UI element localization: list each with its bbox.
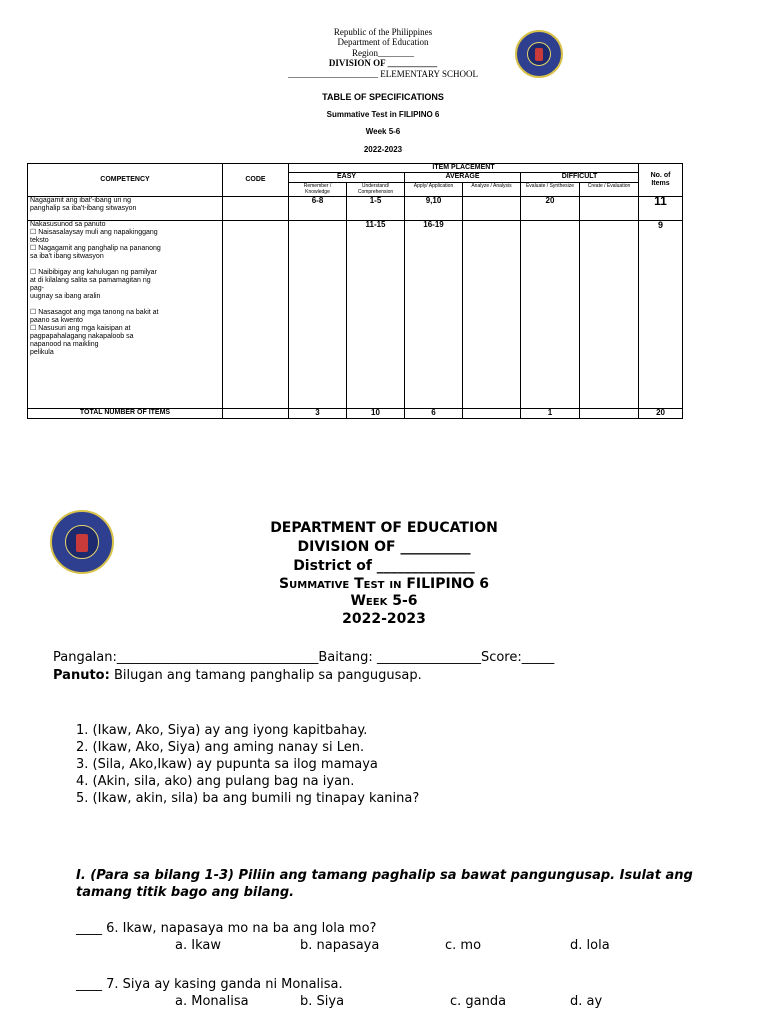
items-count-cell: 11 (639, 197, 683, 221)
choice-a: a. Ikaw (175, 938, 221, 953)
division-heading: DIVISION OF __________ (297, 539, 471, 555)
placement-cell (463, 197, 521, 221)
panuto-line (53, 667, 713, 684)
placement-cell: 11-15 (347, 221, 405, 409)
tos-title: TABLE OF SPECIFICATIONS (322, 92, 444, 102)
sub-analyze: Analyze / Analysis (463, 183, 521, 197)
choice-d: d. ay (570, 994, 603, 1009)
republic-line: Republic of the Philippines (333, 27, 433, 37)
placement-cell (521, 221, 580, 409)
section-instruction: I. (Para sa bilang 1-3) Piliin ang tamang paghalip sa bawat pangungusap. Isulat ang tamang titik bago ang bilang. (76, 868, 693, 900)
placement-cell (580, 221, 639, 409)
choice-b: b. napasaya (300, 938, 380, 953)
specification-table (27, 163, 683, 419)
choice-b: b. Siya (300, 994, 345, 1009)
sub-understand: Understand/ Comprehension (347, 183, 405, 197)
list-item: 2. (Ikaw, Ako, Siya) ang aming nanay si Len. (76, 740, 365, 755)
total-label: TOTAL NUMBER OF ITEMS (28, 409, 223, 419)
difficult-header: DIFFICULT (521, 173, 639, 183)
test-title: Summative Test in FILIPINO 6 (326, 110, 440, 119)
table-row (28, 221, 683, 409)
sub-create: Create / Evaluation (580, 183, 639, 197)
total-cell: 10 (347, 409, 405, 419)
grand-total-cell: 20 (639, 409, 683, 419)
test-heading: Summative Test in FILIPINO 6 (279, 576, 489, 592)
question-6: ____ 6. Ikaw, napasaya mo na ba ang lola mo? (76, 921, 377, 936)
week-title: Week 5-6 (365, 127, 401, 136)
district-heading: District of ______________ (293, 558, 475, 574)
choice-c: c. ganda (450, 994, 507, 1009)
no-items-header: No. of Items (639, 164, 683, 197)
competency-cell: Nakasusunod sa panuto ☐ Naisasalaysay muli ang napakinggang teksto ☐ Nagagamit ang panghalip na pananong sa iba't ibang sitwasyon ☐ Naibibigay ang kahulugan ng pamilyar at di kilalang salita sa pamamagitan ng pag- uugnay sa ibang aralin ☐ Nasasagot ang mga tanong na bakit at paano sa kwento ☐ Nasusuri ang mga kaisipan at pagpapahalagang nakapaloob sa napanood na maikling pelikula (30, 221, 161, 356)
deped-seal-icon (50, 510, 114, 574)
item-placement-header: ITEM PLACEMENT (289, 164, 639, 173)
question-7: ____ 7. Siya ay kasing ganda ni Monalisa. (76, 977, 343, 992)
total-cell: 1 (521, 409, 580, 419)
year-title: 2022-2023 (363, 145, 403, 154)
name-line: Pangalan:_______________________________Baitang: ________________Score:_____ (53, 650, 555, 665)
table-row (28, 197, 683, 221)
sub-evaluate: Evaluate / Synthesize (521, 183, 580, 197)
dept-heading: DEPARTMENT OF EDUCATION (270, 520, 498, 536)
panuto-text: Bilugan ang tamang panghalip sa pangugusap. (109, 668, 422, 683)
placement-cell (463, 221, 521, 409)
year-heading: 2022-2023 (342, 611, 426, 627)
code-header: CODE (223, 164, 289, 197)
total-row (28, 409, 683, 419)
list-item: 5. (Ikaw, akin, sila) ba ang bumili ng tinapay kanina? (76, 791, 420, 806)
region-line: Region________ (352, 48, 414, 58)
choice-c: c. mo (445, 938, 482, 953)
panuto-label: Panuto: (53, 668, 110, 683)
choice-a: a. Monalisa (175, 994, 249, 1009)
competency-cell: Nagagamit ang ibat'-ibang uri ng panghalip sa iba't-ibang sitwasyon (30, 197, 137, 212)
total-cell: 3 (289, 409, 347, 419)
placement-cell (289, 221, 347, 409)
placement-cell: 1-5 (347, 197, 405, 221)
code-cell (223, 197, 289, 221)
competency-header: COMPETENCY (28, 164, 223, 197)
total-cell (580, 409, 639, 419)
placement-cell: 16-19 (405, 221, 463, 409)
list-item: 3. (Sila, Ako,Ikaw) ay pupunta sa ilog mamaya (76, 757, 378, 772)
choice-d: d. lola (570, 938, 610, 953)
average-header: AVERAGE (405, 173, 521, 183)
easy-header: EASY (289, 173, 405, 183)
total-cell (463, 409, 521, 419)
items-count-cell: 9 (639, 221, 683, 409)
code-cell (223, 221, 289, 409)
placement-cell: 20 (521, 197, 580, 221)
sub-apply: Apply/ Application (405, 183, 463, 197)
sub-remember: Remember / Knowledge (289, 183, 347, 197)
deped-seal-icon (515, 30, 563, 78)
total-cell: 6 (405, 409, 463, 419)
school-line: ____________________ ELEMENTARY SCHOOL (288, 69, 478, 79)
deped-line: Department of Education (337, 37, 429, 47)
placement-cell (580, 197, 639, 221)
week-heading: Week 5-6 (350, 593, 418, 609)
placement-cell: 9,10 (405, 197, 463, 221)
list-item: 4. (Akin, sila, ako) ang pulang bag na iyan. (76, 774, 355, 789)
division-line: DIVISION OF ___________ (328, 58, 438, 68)
placement-cell: 6-8 (289, 197, 347, 221)
list-item: 1. (Ikaw, Ako, Siya) ay ang iyong kapitbahay. (76, 723, 368, 738)
